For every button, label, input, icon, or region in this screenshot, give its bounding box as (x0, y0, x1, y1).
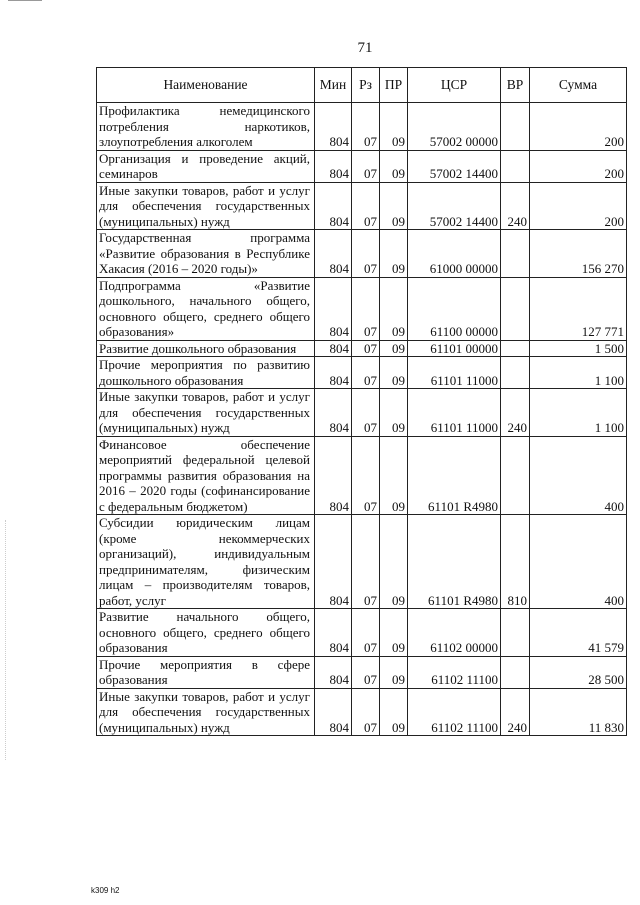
cell-pr: 09 (380, 357, 408, 389)
cell-name: Государственная программа «Развитие образования в Республике Хакасия (2016 – 2020 годы)» (97, 230, 315, 278)
cell-vr (501, 150, 530, 182)
table-row (97, 103, 627, 151)
table-row (97, 277, 627, 340)
cell-pr: 09 (380, 103, 408, 151)
cell-name: Иные закупки товаров, работ и услуг для обеспечения государственных (муниципальных) нужд (97, 389, 315, 437)
cell-csr: 57002 14400 (408, 182, 501, 230)
cell-min: 804 (315, 515, 352, 609)
cell-sum: 1 500 (530, 340, 627, 357)
cell-pr: 09 (380, 656, 408, 688)
cell-rz: 07 (352, 436, 380, 515)
cell-vr (501, 230, 530, 278)
cell-csr: 61101 R4980 (408, 436, 501, 515)
cell-min: 804 (315, 150, 352, 182)
cell-csr: 61000 00000 (408, 230, 501, 278)
cell-csr: 61102 00000 (408, 609, 501, 657)
cell-min: 804 (315, 182, 352, 230)
cell-sum: 200 (530, 150, 627, 182)
table-row (97, 688, 627, 736)
cell-name: Развитие начального общего, основного общего, среднего общего образования (97, 609, 315, 657)
cell-vr (501, 340, 530, 357)
cell-min: 804 (315, 688, 352, 736)
cell-min: 804 (315, 357, 352, 389)
cell-sum: 400 (530, 515, 627, 609)
cell-sum: 200 (530, 182, 627, 230)
cell-rz: 07 (352, 103, 380, 151)
header-rz: Рз (352, 68, 380, 103)
cell-csr: 61101 R4980 (408, 515, 501, 609)
cell-vr (501, 103, 530, 151)
cell-name: Субсидии юридическим лицам (кроме некоммерческих организаций), индивидуальным предпринимателям, физическим лицам – производителям товаров, работ, услуг (97, 515, 315, 609)
cell-rz: 07 (352, 230, 380, 278)
cell-pr: 09 (380, 230, 408, 278)
cell-vr (501, 436, 530, 515)
cell-rz: 07 (352, 688, 380, 736)
cell-min: 804 (315, 277, 352, 340)
cell-rz: 07 (352, 357, 380, 389)
cell-vr (501, 656, 530, 688)
header-vr: ВР (501, 68, 530, 103)
cell-name: Развитие дошкольного образования (97, 340, 315, 357)
cell-pr: 09 (380, 182, 408, 230)
footer-code: k309 h2 (91, 886, 120, 895)
table-row (97, 230, 627, 278)
cell-vr: 810 (501, 515, 530, 609)
cell-csr: 61101 11000 (408, 357, 501, 389)
cell-rz: 07 (352, 182, 380, 230)
header-csr: ЦСР (408, 68, 501, 103)
table-row (97, 340, 627, 357)
cell-rz: 07 (352, 150, 380, 182)
cell-min: 804 (315, 656, 352, 688)
cell-sum: 156 270 (530, 230, 627, 278)
cell-rz: 07 (352, 277, 380, 340)
cell-rz: 07 (352, 609, 380, 657)
cell-vr: 240 (501, 688, 530, 736)
cell-rz: 07 (352, 515, 380, 609)
cell-name: Финансовое обеспечение мероприятий федеральной целевой программы развития образования на 2016 – 2020 годы (софинансирование с федеральным бюджетом) (97, 436, 315, 515)
cell-name: Прочие мероприятия в сфере образования (97, 656, 315, 688)
table-row (97, 436, 627, 515)
cell-pr: 09 (380, 515, 408, 609)
cell-name: Прочие мероприятия по развитию дошкольного образования (97, 357, 315, 389)
cell-min: 804 (315, 103, 352, 151)
header-name: Наименование (97, 68, 315, 103)
header-min: Мин (315, 68, 352, 103)
cell-rz: 07 (352, 340, 380, 357)
cell-vr (501, 357, 530, 389)
table-row (97, 389, 627, 437)
cell-pr: 09 (380, 389, 408, 437)
cell-csr: 61101 00000 (408, 340, 501, 357)
cell-sum: 28 500 (530, 656, 627, 688)
table-row (97, 656, 627, 688)
cell-min: 804 (315, 436, 352, 515)
header-pr: ПР (380, 68, 408, 103)
cell-csr: 61100 00000 (408, 277, 501, 340)
cell-pr: 09 (380, 609, 408, 657)
cell-rz: 07 (352, 389, 380, 437)
table-row (97, 182, 627, 230)
header-row (97, 68, 627, 103)
cell-csr: 57002 00000 (408, 103, 501, 151)
cell-sum: 1 100 (530, 357, 627, 389)
cell-rz: 07 (352, 656, 380, 688)
cell-sum: 127 771 (530, 277, 627, 340)
cell-pr: 09 (380, 436, 408, 515)
cell-csr: 61102 11100 (408, 656, 501, 688)
cell-name: Иные закупки товаров, работ и услуг для обеспечения государственных (муниципальных) нужд (97, 182, 315, 230)
page-number: 71 (357, 40, 373, 56)
cell-vr: 240 (501, 389, 530, 437)
cell-sum: 400 (530, 436, 627, 515)
table-row (97, 150, 627, 182)
table-row (97, 357, 627, 389)
cell-sum: 11 830 (530, 688, 627, 736)
cell-min: 804 (315, 389, 352, 437)
table-body (97, 103, 627, 736)
cell-csr: 61102 11100 (408, 688, 501, 736)
table-row (97, 609, 627, 657)
table-header (97, 68, 627, 103)
table-row (97, 515, 627, 609)
cell-name: Подпрограмма «Развитие дошкольного, начального общего, основного общего, среднего общего образования» (97, 277, 315, 340)
cell-name: Профилактика немедицинского потребления наркотиков, злоупотребления алкоголем (97, 103, 315, 151)
cell-csr: 61101 11000 (408, 389, 501, 437)
cell-name: Организация и проведение акций, семинаров (97, 150, 315, 182)
cell-sum: 41 579 (530, 609, 627, 657)
cell-min: 804 (315, 609, 352, 657)
cell-pr: 09 (380, 277, 408, 340)
cell-name: Иные закупки товаров, работ и услуг для обеспечения государственных (муниципальных) нужд (97, 688, 315, 736)
cell-sum: 1 100 (530, 389, 627, 437)
cell-vr (501, 277, 530, 340)
cell-csr: 57002 14400 (408, 150, 501, 182)
top-edge-mark (8, 0, 42, 5)
margin-dots (5, 520, 7, 760)
header-sum: Сумма (530, 68, 627, 103)
budget-table (96, 67, 627, 736)
cell-min: 804 (315, 340, 352, 357)
cell-vr (501, 609, 530, 657)
cell-vr: 240 (501, 182, 530, 230)
cell-pr: 09 (380, 340, 408, 357)
cell-sum: 200 (530, 103, 627, 151)
cell-pr: 09 (380, 150, 408, 182)
cell-pr: 09 (380, 688, 408, 736)
cell-min: 804 (315, 230, 352, 278)
